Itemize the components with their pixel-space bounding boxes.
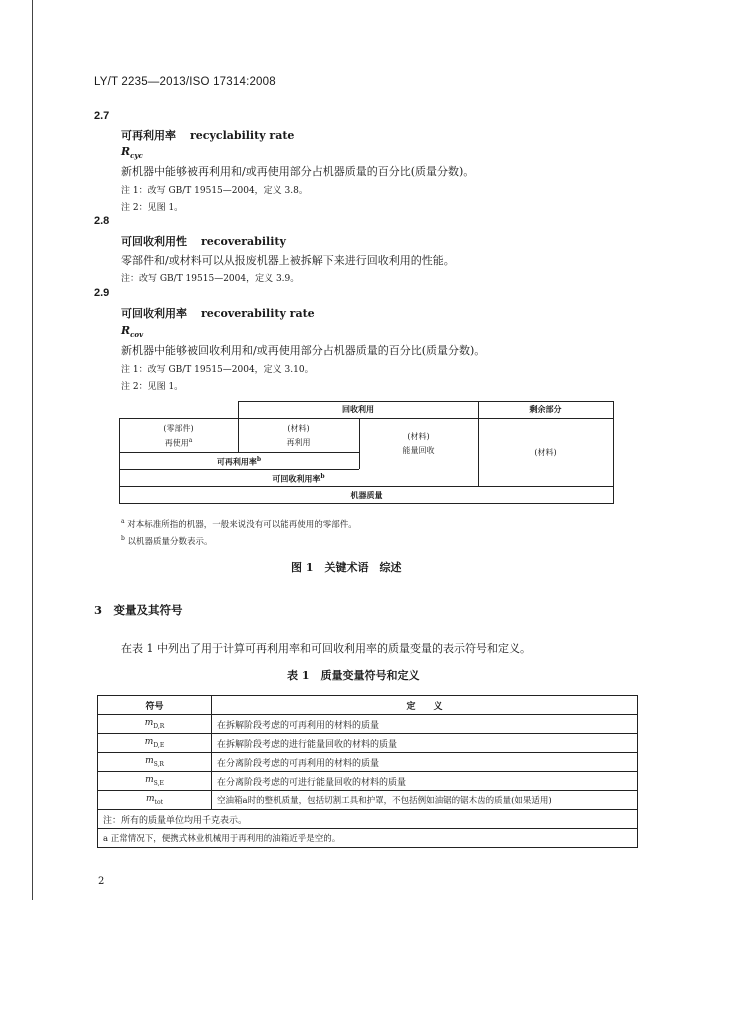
fig-recovery-header: 回收利用 xyxy=(342,404,374,414)
fig-recoverability-rate-bar: 可回收利用率$^b$ xyxy=(272,473,325,484)
note-2-7-1: 注 1：改写 GB/T 19515—2004，定义 3.8。 xyxy=(121,186,308,196)
section-3-title: 3 变量及其符号 xyxy=(94,603,183,617)
note-2-7-2: 注 2：见图 1。 xyxy=(121,203,184,213)
term-en: recoverability rate xyxy=(201,307,315,320)
page-binding-edge xyxy=(32,0,33,900)
term-cn: 可再利用率 xyxy=(121,129,176,142)
symbol-cell: $m_{S,E}$ xyxy=(98,772,212,791)
table-row xyxy=(98,772,638,791)
figure-1-caption: 图 1 关键术语 综述 xyxy=(291,561,402,574)
section-3-paragraph: 在表 1 中列出了用于计算可再利用率和可回收利用率的质量变量的表示符号和定义。 xyxy=(121,642,531,655)
standard-header: LY/T 2235—2013/ISO 17314:2008 xyxy=(94,76,276,88)
figure-footnote-b: $^b$ 以机器质量分数表示。 xyxy=(121,535,213,547)
fig-recycling-label: 再利用 xyxy=(286,438,311,447)
note-2-8: 注：改写 GB/T 19515—2004，定义 3.9。 xyxy=(121,274,300,284)
definition-cell: 在分离阶段考虑的可进行能量回收的材料的质量 xyxy=(212,772,638,791)
header-symbol: 符号 xyxy=(98,696,212,715)
page-number: 2 xyxy=(98,876,105,887)
fig-recyclability-rate-bar: 可再利用率$^b$ xyxy=(216,456,262,467)
table-1-mass-variables xyxy=(97,695,638,848)
term-recoverability-rate xyxy=(121,305,315,321)
fig-residual-header: 剩余部分 xyxy=(529,404,562,414)
symbol-rcyc: $R_{cyc}$ xyxy=(121,145,143,161)
clause-number-2-8: 2.8 xyxy=(94,215,110,227)
table-footnote-row xyxy=(98,829,638,848)
fig-reuse-label: 再使用$^a$ xyxy=(164,437,193,448)
definition-cell: 在拆解阶段考虑的进行能量回收的材料的质量 xyxy=(212,734,638,753)
term-en: recoverability xyxy=(201,235,286,248)
term-en: recyclability rate xyxy=(190,129,295,142)
table-header-row xyxy=(98,696,638,715)
note-2-9-1: 注 1：改写 GB/T 19515—2004，定义 3.10。 xyxy=(121,365,314,375)
fig-machine-mass-bar: 机器质量 xyxy=(350,490,383,500)
symbol-cell: $m_{D,E}$ xyxy=(98,734,212,753)
symbol-cell: $m_{D,R}$ xyxy=(98,715,212,734)
definition-cell: 在拆解阶段考虑的可再利用的材料的质量 xyxy=(212,715,638,734)
definition-2-8: 零部件和/或材料可以从报废机器上被拆解下来进行回收利用的性能。 xyxy=(121,254,455,267)
table-note: 注：所有的质量单位均用千克表示。 xyxy=(98,810,638,829)
fig-parts-label: (零部件) xyxy=(163,424,194,433)
definition-cell: 空油箱a时的整机质量，包括切割工具和护罩，不包括例如油锯的锯木齿的质量(如果适用) xyxy=(212,791,638,810)
clause-number-2-9: 2.9 xyxy=(94,287,110,299)
table-1-caption: 表 1 质量变量符号和定义 xyxy=(287,669,420,682)
fig-energy-recovery-label: 能量回收 xyxy=(402,446,435,455)
fig-material-label-1: (材料) xyxy=(287,424,310,433)
table-row xyxy=(98,715,638,734)
note-2-9-2: 注 2：见图 1。 xyxy=(121,382,184,392)
symbol-rcov: $R_{cov}$ xyxy=(121,324,144,340)
table-row xyxy=(98,753,638,772)
definition-cell: 在分离阶段考虑的可再利用的材料的质量 xyxy=(212,753,638,772)
clause-number-2-7: 2.7 xyxy=(94,110,110,122)
table-row xyxy=(98,791,638,810)
definition-2-9: 新机器中能够被回收利用和/或再使用部分占机器质量的百分比(质量分数)。 xyxy=(121,344,486,357)
term-cn: 可回收利用性 xyxy=(121,235,187,248)
term-recyclability-rate xyxy=(121,127,294,143)
header-definition: 定 义 xyxy=(212,696,638,715)
table-footnote: a 正常情况下，便携式林业机械用于再利用的油箱近乎是空的。 xyxy=(98,829,638,848)
symbol-cell: $m_{tot}$ xyxy=(98,791,212,810)
fig-material-label-3: (材料) xyxy=(534,448,557,457)
table-row xyxy=(98,734,638,753)
fig-material-label-2: (材料) xyxy=(407,432,430,441)
figure-footnote-a: $^a$ 对本标准所指的机器，一般来说没有可以能再使用的零部件。 xyxy=(121,518,357,530)
definition-2-7: 新机器中能够被再利用和/或再使用部分占机器质量的百分比(质量分数)。 xyxy=(121,165,475,178)
symbol-cell: $m_{S,R}$ xyxy=(98,753,212,772)
term-recoverability xyxy=(121,233,286,249)
term-cn: 可回收利用率 xyxy=(121,307,187,320)
table-note-row xyxy=(98,810,638,829)
